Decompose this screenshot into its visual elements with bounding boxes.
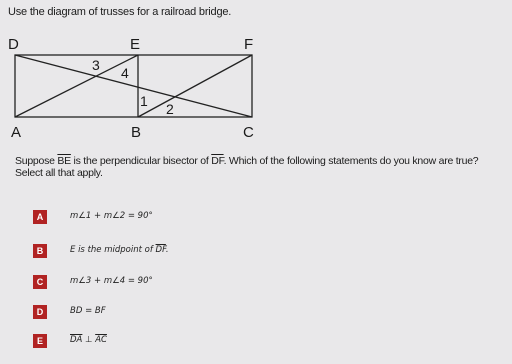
angle-label-1: 1 bbox=[140, 93, 148, 109]
choice-d[interactable] bbox=[33, 305, 433, 321]
question-mid: is the perpendicular bisector of bbox=[70, 155, 212, 167]
choice-d-badge[interactable]: D bbox=[33, 305, 47, 319]
point-label-c: C bbox=[243, 124, 254, 141]
prompt-text: Use the diagram of trusses for a railroad bridge. bbox=[8, 6, 232, 18]
choice-d-text: BD = BF bbox=[70, 306, 106, 316]
choice-c[interactable] bbox=[33, 275, 433, 291]
choice-e-text bbox=[70, 335, 107, 345]
point-label-f: F bbox=[244, 36, 254, 53]
choice-b-pre: E is the midpoint of bbox=[70, 245, 156, 255]
choice-c-badge[interactable]: C bbox=[33, 275, 47, 289]
choice-e[interactable] bbox=[33, 334, 433, 350]
segment-be: $\overline{BE}$ bbox=[57, 155, 71, 167]
question-post: . Which of the following statements do you know are true? bbox=[223, 155, 479, 167]
choice-a-badge[interactable]: A bbox=[33, 210, 47, 224]
point-label-e: E bbox=[130, 36, 141, 53]
choice-a[interactable] bbox=[33, 210, 433, 226]
choice-b-segment: $\overline{DF}$ bbox=[155, 245, 166, 255]
choice-c-text: m∠3 + m∠4 = 90° bbox=[70, 276, 153, 286]
point-label-b: B bbox=[131, 124, 142, 141]
choice-b-text bbox=[70, 245, 169, 255]
choice-b-post: . bbox=[165, 245, 169, 255]
choice-b-badge[interactable]: B bbox=[33, 244, 47, 258]
question-pre: Suppose bbox=[15, 155, 58, 167]
choice-e-badge[interactable]: E bbox=[33, 334, 47, 348]
choice-e-segment-ac: $\overline{AC}$ bbox=[95, 335, 107, 345]
point-label-d: D bbox=[8, 36, 19, 53]
angle-label-4: 4 bbox=[121, 65, 129, 81]
choice-e-operator: ⊥ bbox=[82, 335, 96, 345]
choice-b[interactable] bbox=[33, 244, 433, 260]
choice-a-text: m∠1 + m∠2 = 90° bbox=[70, 211, 153, 221]
angle-label-2: 2 bbox=[166, 101, 174, 117]
choice-e-segment-da: $\overline{DA}$ bbox=[70, 335, 83, 345]
question-instruction: Select all that apply. bbox=[15, 167, 103, 179]
point-label-a: A bbox=[11, 124, 22, 141]
angle-label-3: 3 bbox=[92, 57, 100, 73]
segment-df: $\overline{DF}$ bbox=[211, 155, 224, 167]
